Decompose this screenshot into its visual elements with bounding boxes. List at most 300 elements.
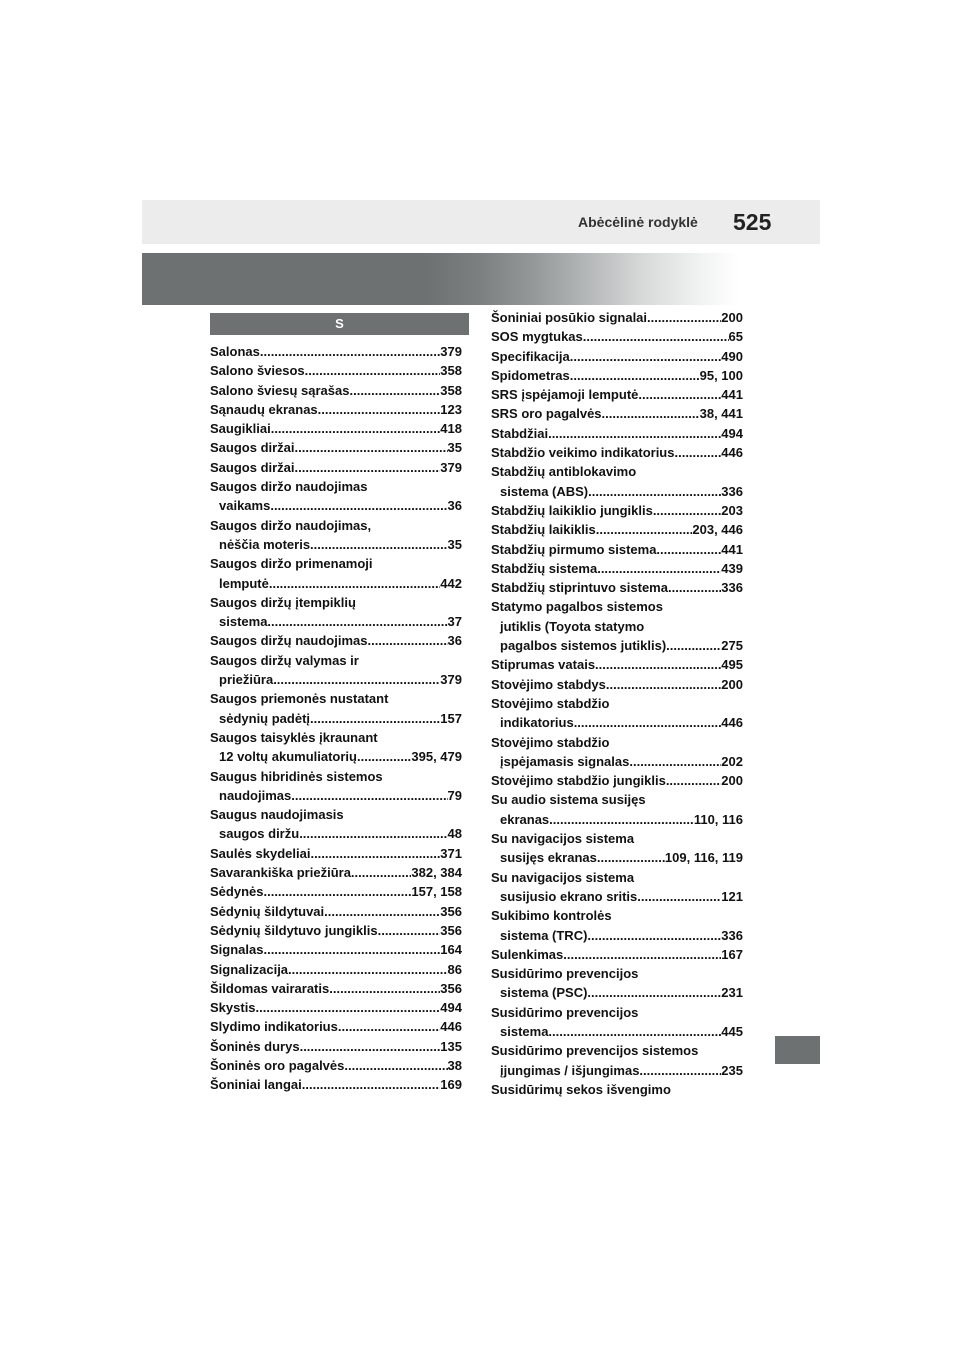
decorative-gradient-band xyxy=(142,253,820,305)
dot-leader xyxy=(637,887,721,906)
index-term-text: Susidūrimo prevencijos xyxy=(491,966,639,982)
index-term xyxy=(491,540,743,559)
index-term-text: Saugus hibridinės sistemos xyxy=(210,768,383,784)
index-term xyxy=(491,655,743,674)
page-reference: 336 xyxy=(721,580,743,596)
index-term xyxy=(210,863,462,882)
page-reference: 135 xyxy=(440,1038,462,1054)
page-reference: 36 xyxy=(447,633,462,649)
index-term xyxy=(210,381,462,400)
dot-leader xyxy=(563,945,721,964)
index-entry xyxy=(491,597,743,655)
index-entry xyxy=(210,554,462,593)
index-term-text: Stabdžių antiblokavimo xyxy=(491,464,637,480)
index-term-text: Salono šviesų sąrašas xyxy=(210,382,350,398)
index-term-continuation xyxy=(491,713,743,732)
index-term xyxy=(210,419,462,438)
index-term-continuation xyxy=(210,824,462,843)
index-term xyxy=(491,790,743,809)
index-term xyxy=(210,1075,462,1094)
index-term xyxy=(210,940,462,959)
index-term-text: Sėdynės xyxy=(210,884,264,900)
page-reference: 200 xyxy=(721,676,743,692)
index-term-text: sistema xyxy=(500,1023,549,1039)
index-term-text: Saugos diržai xyxy=(210,440,295,456)
index-term xyxy=(491,771,743,790)
index-term-text: Šoniniai langai xyxy=(210,1077,302,1093)
page-reference: 203, 446 xyxy=(692,522,743,538)
side-index-tab xyxy=(775,1036,820,1064)
index-term-text: Saugos diržų naudojimas xyxy=(210,633,368,649)
index-term-text: susijusio ekrano sritis xyxy=(500,888,638,904)
index-term-continuation xyxy=(491,1022,743,1041)
page-reference: 356 xyxy=(440,903,462,919)
index-term-text: naudojimas xyxy=(219,787,292,803)
index-term-continuation xyxy=(491,848,743,867)
index-term xyxy=(210,1056,462,1075)
index-term xyxy=(210,477,462,496)
page-reference: 275 xyxy=(721,638,743,654)
index-term-text: Sėdynių šildytuvo jungiklis xyxy=(210,922,378,938)
page-reference: 38, 441 xyxy=(699,406,743,422)
index-term-text: Statymo pagalbos sistemos xyxy=(491,599,663,615)
dot-leader xyxy=(318,400,441,419)
page-reference: 442 xyxy=(440,575,462,591)
index-entry xyxy=(210,516,462,555)
dot-leader xyxy=(305,361,441,380)
index-term-text: sistema (TRC) xyxy=(500,927,588,943)
index-term-text: Skystis xyxy=(210,1000,256,1016)
index-entry xyxy=(210,979,462,998)
index-term-text: Saugikliai xyxy=(210,421,271,437)
index-term xyxy=(491,462,743,481)
dot-leader xyxy=(302,1075,441,1094)
page-reference: 123 xyxy=(440,401,462,417)
index-term-text: indikatorius xyxy=(500,715,574,731)
index-term-text: pagalbos sistemos jutiklis) xyxy=(500,638,667,654)
index-entry xyxy=(491,675,743,694)
index-term xyxy=(210,361,462,380)
index-entry xyxy=(210,342,462,361)
dot-leader xyxy=(574,713,722,732)
dot-leader xyxy=(666,771,721,790)
page-reference: 200 xyxy=(721,773,743,789)
index-letter-heading: S xyxy=(210,313,469,335)
dot-leader xyxy=(300,1037,441,1056)
dot-leader xyxy=(288,960,447,979)
index-entry xyxy=(491,327,743,346)
dot-leader xyxy=(653,501,721,520)
dot-leader xyxy=(310,709,440,728)
dot-leader xyxy=(263,940,440,959)
dot-leader xyxy=(548,424,721,443)
dot-leader xyxy=(596,520,693,539)
index-term-text: Sėdynių šildytuvai xyxy=(210,903,325,919)
index-entry xyxy=(491,366,743,385)
index-column-right xyxy=(491,308,743,1099)
index-entry xyxy=(210,805,462,844)
index-term-continuation xyxy=(491,752,743,771)
index-term xyxy=(491,945,743,964)
index-term-text: Spidometras xyxy=(491,367,570,383)
index-term-text: Su navigacijos sistema xyxy=(491,831,635,847)
dot-leader xyxy=(668,578,721,597)
index-term-text: sistema (ABS) xyxy=(500,483,589,499)
index-entry xyxy=(491,559,743,578)
dot-leader xyxy=(256,998,441,1017)
dot-leader xyxy=(378,921,441,940)
index-entry xyxy=(491,1080,743,1099)
index-term-text: Saugos diržo naudojimas, xyxy=(210,517,372,533)
index-term xyxy=(491,559,743,578)
dot-leader xyxy=(647,308,721,327)
index-term-text: Stovėjimo stabdys xyxy=(491,676,606,692)
index-column-left xyxy=(210,342,462,1095)
index-entry xyxy=(491,404,743,423)
page-reference: 379 xyxy=(440,672,462,688)
page-reference: 358 xyxy=(440,382,462,398)
page-reference: 495 xyxy=(721,657,743,673)
index-term-text: Stovėjimo stabdžio jungiklis xyxy=(491,773,666,789)
index-term-text: Stabdžių laikiklio jungiklis xyxy=(491,502,653,518)
index-term-text: jutiklis (Toyota statymo xyxy=(500,618,645,634)
dot-leader xyxy=(570,347,722,366)
index-term xyxy=(491,694,743,713)
dot-leader xyxy=(549,810,694,829)
index-term xyxy=(210,902,462,921)
index-term xyxy=(210,400,462,419)
section-title: Abėcėlinė rodyklė xyxy=(578,214,698,230)
dot-leader xyxy=(338,1017,440,1036)
page-reference: 379 xyxy=(440,344,462,359)
index-entry xyxy=(491,520,743,539)
index-term-text: Saugus naudojimasis xyxy=(210,807,344,823)
page-reference: 356 xyxy=(440,922,462,938)
index-term-continuation xyxy=(210,535,462,554)
index-term-text: Šoniniai posūkio signalai xyxy=(491,310,648,325)
page-reference: 336 xyxy=(721,927,743,943)
page-reference: 95, 100 xyxy=(699,367,743,383)
page-reference: 157, 158 xyxy=(411,884,462,900)
index-term xyxy=(210,689,462,708)
index-entry xyxy=(491,540,743,559)
index-entry xyxy=(210,631,462,650)
index-term xyxy=(491,1041,743,1060)
dot-leader xyxy=(587,926,721,945)
index-term-continuation xyxy=(491,887,743,906)
page-reference: 38 xyxy=(447,1057,462,1073)
page-reference: 164 xyxy=(440,942,462,958)
index-entry xyxy=(210,921,462,940)
index-term-text: Saulės skydeliai xyxy=(210,845,311,861)
index-term-continuation xyxy=(210,670,462,689)
index-term xyxy=(210,342,462,361)
index-term-continuation xyxy=(210,786,462,805)
index-term xyxy=(210,728,462,747)
index-term-text: sistema (PSC) xyxy=(500,985,588,1001)
page-reference: 494 xyxy=(721,425,743,441)
index-term xyxy=(491,1080,743,1099)
index-entry xyxy=(210,1075,462,1094)
index-term-continuation xyxy=(210,496,462,515)
dot-leader xyxy=(291,786,447,805)
index-term-text: Signalizacija xyxy=(210,961,289,977)
index-entry xyxy=(210,438,462,457)
index-term-text: Susidūrimo prevencijos sistemos xyxy=(491,1043,699,1059)
page-reference: 169 xyxy=(440,1077,462,1093)
dot-leader xyxy=(269,574,440,593)
index-term-text: saugos diržu xyxy=(219,826,300,842)
dot-leader xyxy=(295,458,441,477)
index-term-text: Šoninės durys xyxy=(210,1038,300,1054)
index-term-text: Su audio sistema susijęs xyxy=(491,792,646,808)
index-term xyxy=(491,308,743,327)
index-entry xyxy=(491,964,743,1003)
index-entry xyxy=(210,960,462,979)
index-term-text: SRS įspėjamoji lemputė xyxy=(491,387,639,403)
index-term-text: Sulenkimas xyxy=(491,946,564,962)
index-term xyxy=(491,327,743,346)
dot-leader xyxy=(349,381,440,400)
index-entry xyxy=(210,1056,462,1075)
page-reference: 356 xyxy=(440,980,462,996)
index-term xyxy=(210,960,462,979)
index-entry xyxy=(210,400,462,419)
page-reference: 446 xyxy=(440,1019,462,1035)
index-term xyxy=(491,520,743,539)
index-term-text: priežiūra xyxy=(219,672,274,688)
index-entry xyxy=(210,940,462,959)
index-entry xyxy=(491,462,743,501)
index-entry xyxy=(210,381,462,400)
dot-leader xyxy=(344,1056,447,1075)
dot-leader xyxy=(595,655,721,674)
index-entry xyxy=(210,998,462,1017)
index-term-text: SOS mygtukas xyxy=(491,329,583,345)
index-term-text: Saugos priemonės nustatant xyxy=(210,691,389,707)
index-term xyxy=(491,366,743,385)
page-reference: 231 xyxy=(721,985,743,1001)
page-reference: 110, 116 xyxy=(693,811,743,827)
index-term-text: Saugos diržo primenamoji xyxy=(210,556,373,572)
page-reference: 79 xyxy=(447,787,462,803)
index-term xyxy=(210,554,462,573)
dot-leader xyxy=(548,1022,721,1041)
index-term-continuation xyxy=(491,983,743,1002)
page-reference: 445 xyxy=(721,1023,743,1039)
index-term-text: susijęs ekranas xyxy=(500,850,597,866)
index-term xyxy=(491,597,743,616)
dot-leader xyxy=(629,752,721,771)
index-term-text: 12 voltų akumuliatorių xyxy=(219,749,357,765)
index-entry xyxy=(491,308,743,327)
index-term xyxy=(491,424,743,443)
dot-leader xyxy=(588,482,721,501)
index-term-text: Saugos diržo naudojimas xyxy=(210,479,368,495)
index-entry xyxy=(491,906,743,945)
dot-leader xyxy=(639,1061,721,1080)
index-term xyxy=(210,438,462,457)
index-entry xyxy=(210,882,462,901)
page-reference: 167 xyxy=(721,946,743,962)
index-term-continuation xyxy=(491,482,743,501)
index-entry xyxy=(210,728,462,767)
index-term-text: Stovėjimo stabdžio xyxy=(491,734,610,750)
index-term-continuation xyxy=(491,617,743,636)
index-entry xyxy=(210,902,462,921)
index-term xyxy=(210,651,462,670)
index-term-text: Stabdžių pirmumo sistema xyxy=(491,541,657,557)
page-reference: 446 xyxy=(721,715,743,731)
index-entry xyxy=(210,863,462,882)
index-entry xyxy=(491,655,743,674)
index-term-text: Stabdžio veikimo indikatorius xyxy=(491,445,675,461)
index-term-text: Stiprumas vatais xyxy=(491,657,596,673)
index-entry xyxy=(491,424,743,443)
dot-leader xyxy=(263,882,411,901)
index-term xyxy=(210,593,462,612)
index-entry xyxy=(210,651,462,690)
page-reference: 37 xyxy=(447,614,462,630)
index-term-text: Stabdžių stiprintuvo sistema xyxy=(491,580,668,596)
index-term xyxy=(491,1003,743,1022)
index-term xyxy=(491,385,743,404)
index-term xyxy=(210,998,462,1017)
dot-leader xyxy=(273,670,440,689)
dot-leader xyxy=(597,848,665,867)
index-term-text: ekranas xyxy=(500,811,550,827)
index-term-text: Stovėjimo stabdžio xyxy=(491,695,610,711)
dot-leader xyxy=(310,535,447,554)
index-term xyxy=(210,1017,462,1036)
index-entry xyxy=(491,1003,743,1042)
index-term-text: Salonas xyxy=(210,344,260,359)
index-entry xyxy=(491,578,743,597)
page-reference: 395, 479 xyxy=(411,749,462,765)
index-term-text: Savarankiška priežiūra xyxy=(210,865,351,881)
index-term-text: įjungimas / išjungimas xyxy=(500,1062,640,1078)
index-term xyxy=(491,443,743,462)
page-reference: 157 xyxy=(440,710,462,726)
index-term-text: sėdynių padėtį xyxy=(219,710,311,726)
index-term-continuation xyxy=(210,574,462,593)
dot-leader xyxy=(638,385,721,404)
index-term xyxy=(210,844,462,863)
page-reference: 202 xyxy=(721,753,743,769)
index-term-text: Saugos diržų įtempiklių xyxy=(210,594,356,610)
index-term xyxy=(210,631,462,650)
dot-leader xyxy=(267,612,447,631)
page-reference: 65 xyxy=(728,329,743,345)
index-entry xyxy=(491,385,743,404)
page-reference: 358 xyxy=(440,363,462,379)
index-term-text: Specifikacija xyxy=(491,348,570,364)
page-reference: 441 xyxy=(721,387,743,403)
dot-leader xyxy=(295,438,448,457)
index-term-text: Šildomas vairaratis xyxy=(210,980,330,996)
index-term-text: Stabdžių sistema xyxy=(491,560,598,576)
index-entry xyxy=(491,829,743,868)
index-term xyxy=(491,868,743,887)
dot-leader xyxy=(270,496,447,515)
index-entry xyxy=(210,419,462,438)
dot-leader xyxy=(324,902,440,921)
index-term-text: Sąnaudų ekranas xyxy=(210,401,318,417)
page-reference: 418 xyxy=(440,421,462,437)
page-reference: 36 xyxy=(447,498,462,514)
index-entry xyxy=(491,945,743,964)
dot-leader xyxy=(666,636,721,655)
index-term-text: Su navigacijos sistema xyxy=(491,869,635,885)
index-term xyxy=(491,829,743,848)
dot-leader xyxy=(606,675,721,694)
index-term-text: įspėjamasis signalas xyxy=(500,753,630,769)
index-entry xyxy=(491,1041,743,1080)
index-term-continuation xyxy=(210,747,462,766)
index-term-continuation xyxy=(491,810,743,829)
dot-leader xyxy=(351,863,411,882)
page-reference: 379 xyxy=(440,459,462,475)
index-term xyxy=(491,906,743,925)
index-term xyxy=(210,516,462,535)
dot-leader xyxy=(299,824,447,843)
index-term xyxy=(210,979,462,998)
index-term-text: nėščia moteris xyxy=(219,536,311,552)
index-entry xyxy=(210,1037,462,1056)
page-reference: 494 xyxy=(440,1000,462,1016)
index-term-text: Slydimo indikatorius xyxy=(210,1019,338,1035)
index-term-text: Susidūrimo prevencijos xyxy=(491,1004,639,1020)
page-reference: 490 xyxy=(721,348,743,364)
page-reference: 35 xyxy=(447,440,462,456)
index-entry xyxy=(210,1017,462,1036)
index-entry xyxy=(210,458,462,477)
index-term xyxy=(210,1037,462,1056)
index-entry xyxy=(210,689,462,728)
dot-leader xyxy=(271,419,441,438)
dot-leader xyxy=(310,844,440,863)
page-reference: 121 xyxy=(721,888,743,904)
index-entry xyxy=(491,868,743,907)
header-band xyxy=(142,200,820,244)
page-reference: 109, 116, 119 xyxy=(664,850,743,866)
index-term xyxy=(210,767,462,786)
index-term-text: Sukibimo kontrolės xyxy=(491,908,612,924)
index-term xyxy=(210,458,462,477)
index-term xyxy=(491,733,743,752)
index-entry xyxy=(210,593,462,632)
index-term-text: Salono šviesos xyxy=(210,363,305,379)
page-reference: 371 xyxy=(440,845,462,861)
index-term xyxy=(210,882,462,901)
dot-leader xyxy=(367,631,447,650)
index-term-text: Susidūrimų sekos išvengimo xyxy=(491,1081,671,1097)
index-term xyxy=(491,578,743,597)
index-entry xyxy=(491,501,743,520)
index-entry xyxy=(210,477,462,516)
dot-leader xyxy=(602,404,700,423)
index-term xyxy=(491,675,743,694)
page-reference: 86 xyxy=(447,961,462,977)
dot-leader xyxy=(597,559,721,578)
page-number: 525 xyxy=(733,209,772,235)
index-term-text: sistema xyxy=(219,614,268,630)
index-term-continuation xyxy=(210,612,462,631)
index-term-text: Stabdžių laikiklis xyxy=(491,522,596,538)
index-term-text: Stabdžiai xyxy=(491,425,549,441)
index-entry xyxy=(210,844,462,863)
index-term xyxy=(491,404,743,423)
